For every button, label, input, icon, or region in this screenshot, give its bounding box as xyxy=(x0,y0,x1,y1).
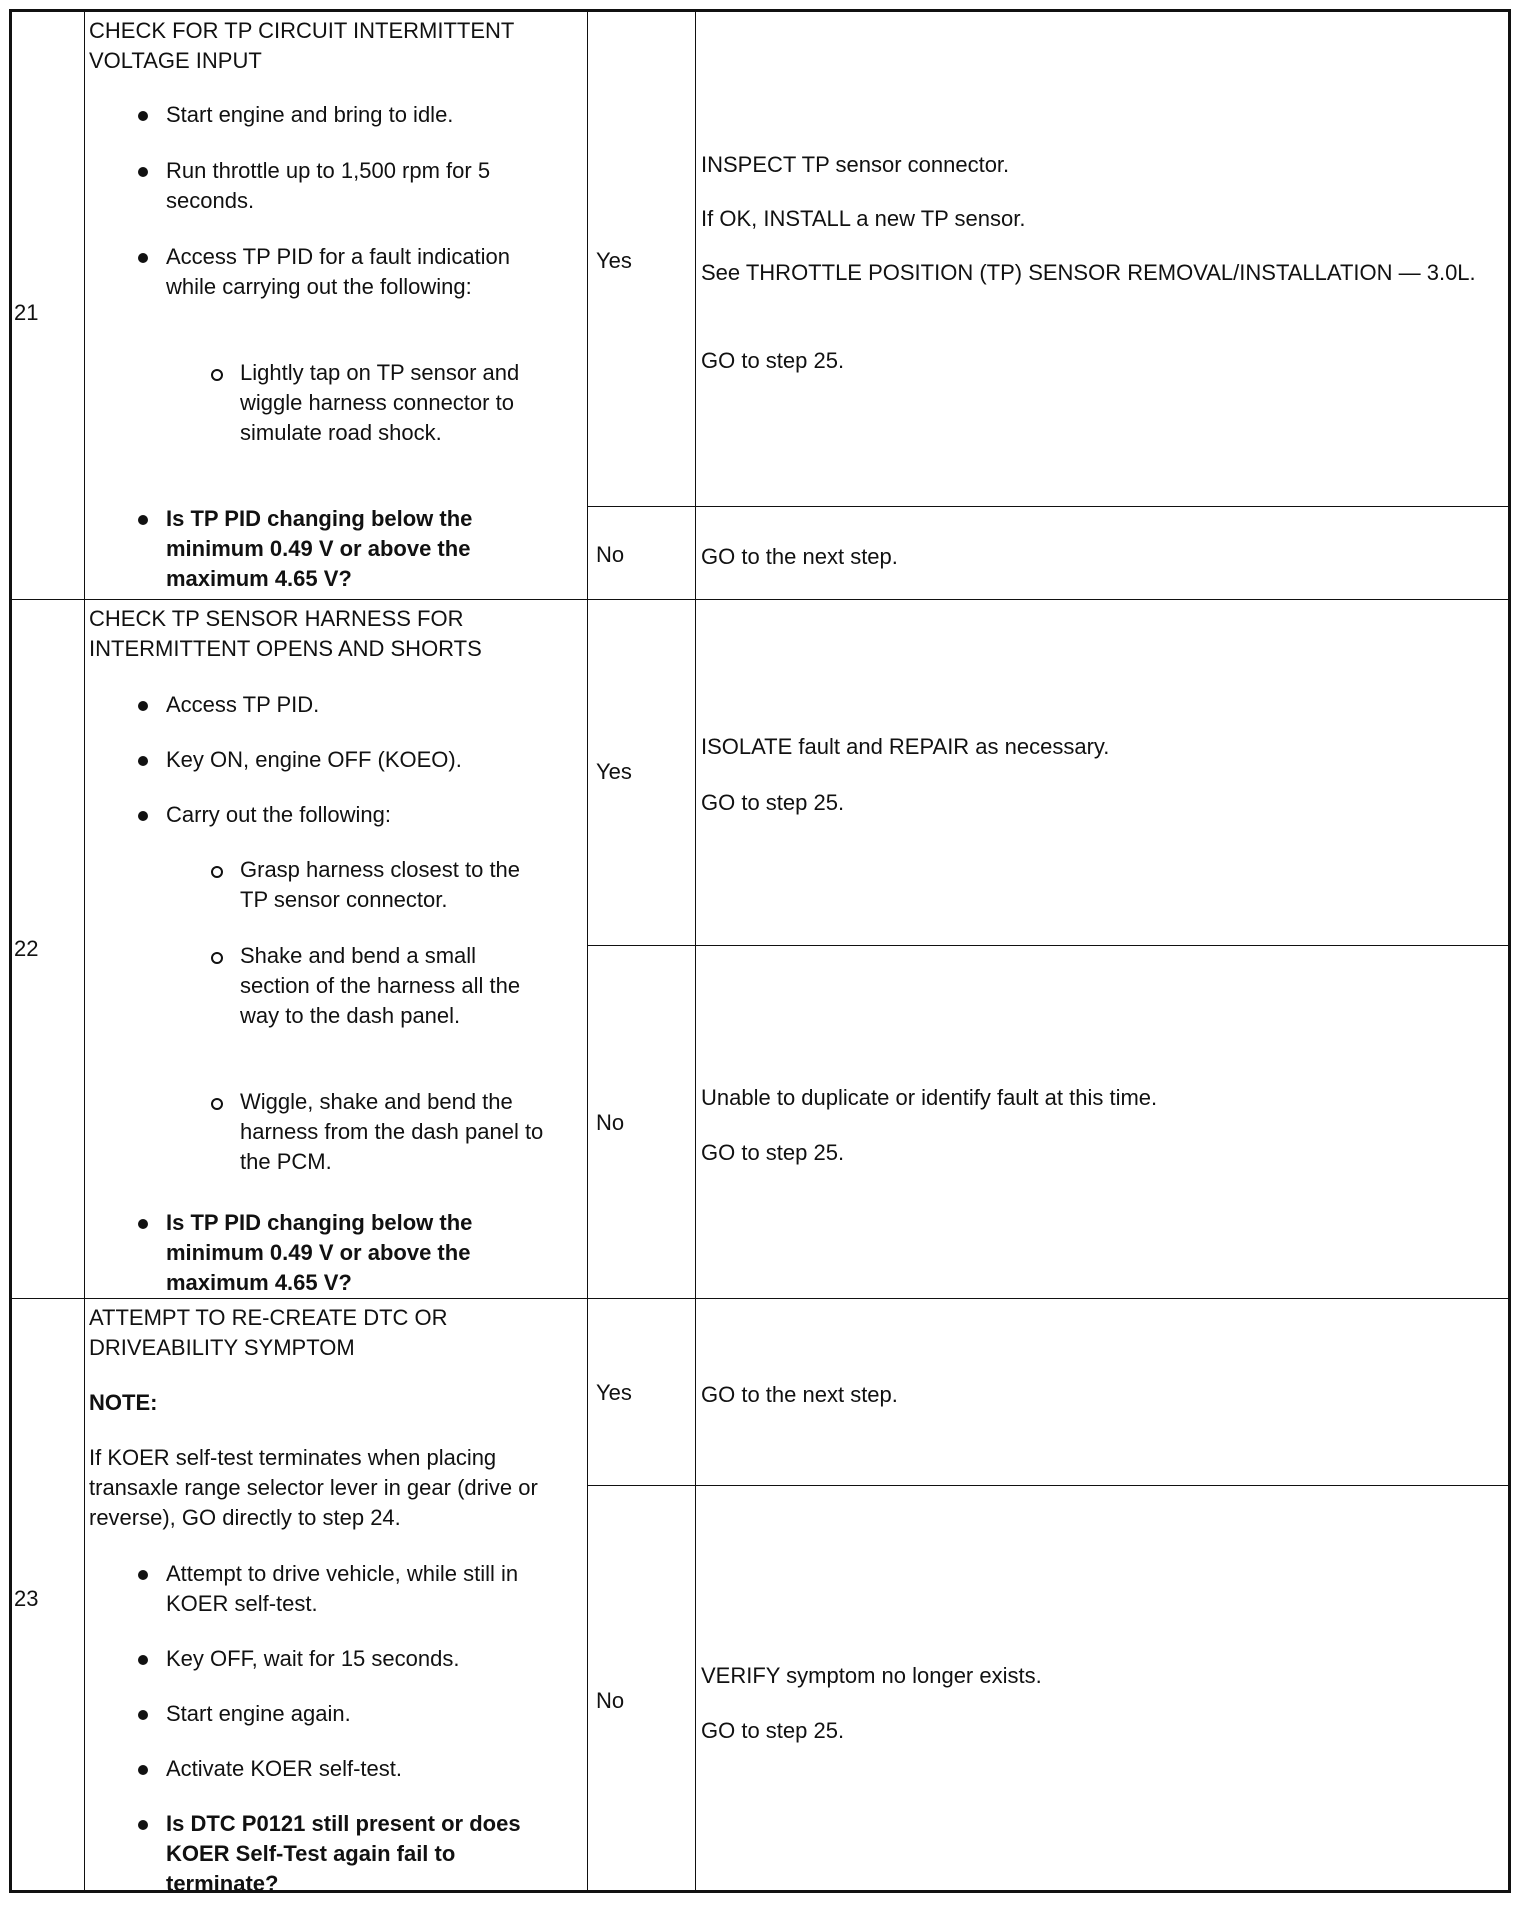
sub-instruction: Grasp harness closest to the TP sensor connector. xyxy=(240,857,521,912)
bullet-icon xyxy=(134,1208,152,1226)
action-text: Unable to duplicate or identify fault at this time. xyxy=(701,1085,1158,1110)
question: Is TP PID changing below the minimum 0.49 V or above the maximum 4.65 V? xyxy=(166,1210,473,1295)
sub-bullet-icon xyxy=(208,855,226,873)
action-text: VERIFY symptom no longer exists. xyxy=(701,1663,1042,1688)
action-text: GO to the next step. xyxy=(701,544,898,569)
bullet-icon xyxy=(134,156,152,174)
instruction: Key OFF, wait for 15 seconds. xyxy=(166,1646,460,1671)
action-text: GO to step 25. xyxy=(701,790,845,815)
note-text: If KOER self-test terminates when placing transaxle range selector lever in gear (drive or reverse), GO directly to step 24. xyxy=(89,1445,538,1530)
action-text: See THROTTLE POSITION (TP) SENSOR REMOVAL/INSTALLATION — 3.0L. xyxy=(701,260,1476,285)
sub-instruction: Shake and bend a small section of the harness all the way to the dash panel. xyxy=(240,943,521,1028)
bullet-icon xyxy=(134,504,152,522)
action-text: GO to step 25. xyxy=(701,1718,845,1743)
instruction: Access TP PID. xyxy=(166,692,320,717)
step-title: DRIVEABILITY SYMPTOM xyxy=(89,1335,355,1360)
instruction: Key ON, engine OFF (KOEO). xyxy=(166,747,462,772)
column-divider xyxy=(587,12,588,1890)
bullet-icon xyxy=(134,1699,152,1717)
action-text: GO to the next step. xyxy=(701,1382,898,1407)
step-title: CHECK TP SENSOR HARNESS FOR xyxy=(89,606,464,631)
bullet-icon xyxy=(134,690,152,708)
sub-instruction: Lightly tap on TP sensor and wiggle harness connector to simulate road shock. xyxy=(240,360,520,445)
bullet-icon xyxy=(134,1644,152,1662)
bullet-icon xyxy=(134,1754,152,1772)
row-divider xyxy=(12,599,1508,600)
yes-label: Yes xyxy=(596,1380,632,1405)
sub-bullet-icon xyxy=(208,941,226,959)
sub-bullet-icon xyxy=(208,1087,226,1105)
instruction: Run throttle up to 1,500 rpm for 5 seconds. xyxy=(166,158,491,213)
bullet-icon xyxy=(134,242,152,260)
step-title: INTERMITTENT OPENS AND SHORTS xyxy=(89,636,482,661)
instruction: Carry out the following: xyxy=(166,802,391,827)
bullet-icon xyxy=(134,745,152,763)
bullet-icon xyxy=(134,800,152,818)
note-label: NOTE: xyxy=(89,1390,158,1415)
no-label: No xyxy=(596,542,625,567)
column-divider xyxy=(695,12,696,1890)
bullet-icon xyxy=(134,1809,152,1827)
step-number: 22 xyxy=(14,936,39,961)
sub-bullet-icon xyxy=(208,358,226,376)
row-divider xyxy=(12,1298,1508,1299)
instruction: Access TP PID for a fault indication while carrying out the following: xyxy=(166,244,511,299)
action-text: If OK, INSTALL a new TP sensor. xyxy=(701,206,1026,231)
instruction: Start engine again. xyxy=(166,1701,351,1726)
action-text: ISOLATE fault and REPAIR as necessary. xyxy=(701,734,1110,759)
step-number: 21 xyxy=(14,300,39,325)
question: Is DTC P0121 still present or does KOER Self-Test again fail to terminate? xyxy=(166,1811,521,1896)
sub-instruction: Wiggle, shake and bend the harness from the dash panel to the PCM. xyxy=(240,1089,544,1174)
action-text: GO to step 25. xyxy=(701,1140,845,1165)
yes-label: Yes xyxy=(596,759,632,784)
instruction: Attempt to drive vehicle, while still in KOER self-test. xyxy=(166,1561,519,1616)
no-label: No xyxy=(596,1688,625,1713)
question: Is TP PID changing below the minimum 0.49 V or above the maximum 4.65 V? xyxy=(166,506,473,591)
yes-label: Yes xyxy=(596,248,632,273)
yes-no-divider xyxy=(587,945,1508,946)
yes-no-divider xyxy=(587,506,1508,507)
step-title: VOLTAGE INPUT xyxy=(89,48,262,73)
yes-no-divider xyxy=(587,1485,1508,1486)
action-text: INSPECT TP sensor connector. xyxy=(701,152,1010,177)
no-label: No xyxy=(596,1110,625,1135)
column-divider xyxy=(84,12,85,1890)
step-title: ATTEMPT TO RE-CREATE DTC OR xyxy=(89,1305,448,1330)
step-title: CHECK FOR TP CIRCUIT INTERMITTENT xyxy=(89,18,515,43)
diagnostic-table xyxy=(9,9,1511,1896)
instruction: Activate KOER self-test. xyxy=(166,1756,402,1781)
step-number: 23 xyxy=(14,1586,39,1611)
action-text: GO to step 25. xyxy=(701,348,845,373)
bullet-icon xyxy=(134,1559,152,1577)
instruction: Start engine and bring to idle. xyxy=(166,102,454,127)
bullet-icon xyxy=(134,100,152,118)
